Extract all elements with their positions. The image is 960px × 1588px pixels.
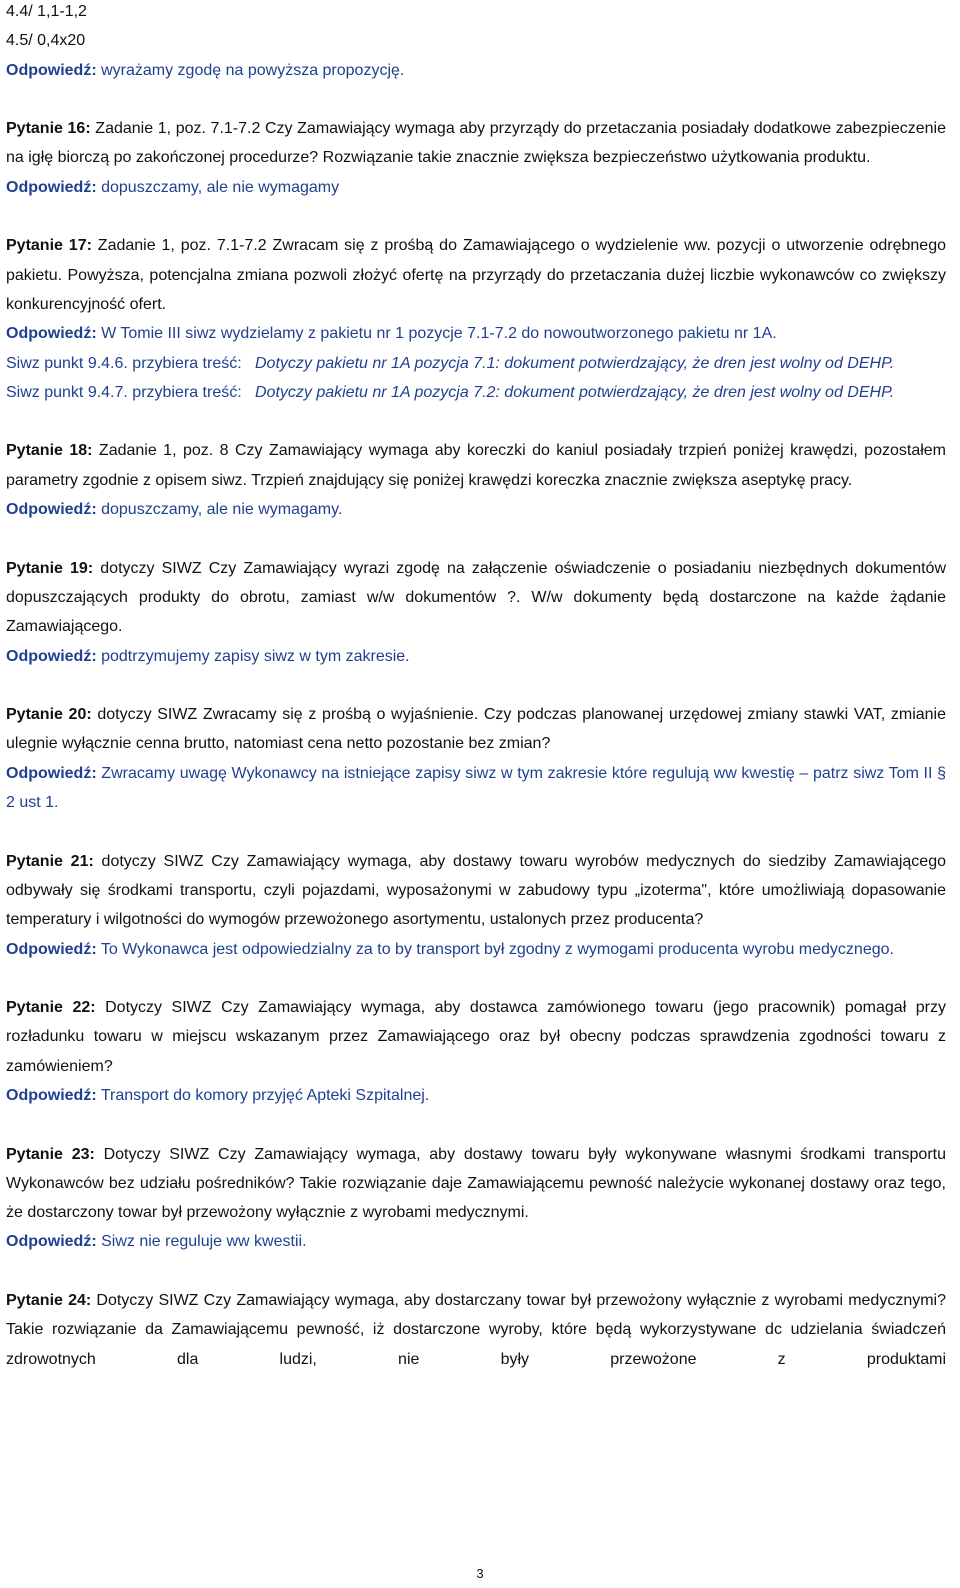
intro-block [6, 0, 946, 85]
question-text: dotyczy SIWZ Zwracamy się z prośbą o wyjaśnienie. Czy podczas planowanej urzędowej zmiany stawki VAT, zmianie ulegnie wyłącznie cenna brutto, natomiast cena netto pozostanie bez zmian? [6, 706, 947, 753]
question-text: Dotyczy SIWZ Czy Zamawiający wymaga, aby dostawca zamówionego towaru (jego pracownik) pomagał przy rozładunku towaru w miejscu wskazanym przez Zamawiającego oraz był obecny podczas sprawdzenia zgodności towaru z zamówieniem? [6, 999, 947, 1075]
question-text: Dotyczy SIWZ Czy Zamawiający wymaga, aby dostawy towaru były wykonywane własnymi środkami transportu Wykonawców bez udziału pośredników? Takie rozwiązanie daje Zamawiającemu pewność należycie wykonanej dostawy oraz tego, że dostarczony towar był przewożony wyłącznie z wyrobami medycznymi. [6, 1145, 946, 1222]
page-number: 3 [476, 1566, 484, 1581]
question-paragraph [6, 114, 946, 173]
question-19 [6, 554, 946, 671]
question-label: Pytanie 22: [6, 999, 96, 1017]
question-paragraph [6, 554, 946, 642]
siwz-italic-text: Dotyczy pakietu nr 1A pozycja 7.1: dokument potwierdzający, że dren jest wolny od DEHP. [255, 354, 895, 372]
list-item: 4.4/ 1,1-1,2 [6, 3, 87, 20]
answer-text: Transport do komory przyjęć Apteki Szpitalnej. [96, 1086, 430, 1104]
answer-text: Zwracamy uwagę Wykonawcy na istniejące zapisy siwz w tym zakresie które regulują ww kwestię – patrz siwz Tom II § 2 ust 1. [6, 764, 946, 812]
question-paragraph [6, 1286, 946, 1374]
question-18 [6, 436, 946, 524]
question-17 [6, 231, 946, 407]
answer-paragraph [6, 495, 946, 524]
answer-paragraph [6, 56, 946, 85]
question-text: Dotyczy SIWZ Czy Zamawiający wymaga, aby dostarczany towar był przewożony wyłącznie z wyrobami medycznymi? Takie rozwiązanie da Zamawiającemu pewność, iż dostarczone wyroby, które będą wykorzystywane dc udzielania świadczeń zdrowotnych dla ludzi, nie były przewożone z produktami [6, 1292, 947, 1368]
siwz-prefix: Siwz punkt 9.4.7. przybiera treść: [6, 383, 242, 401]
question-label: Pytanie 17: [6, 237, 92, 255]
question-label: Pytanie 21: [6, 852, 94, 870]
answer-paragraph [6, 759, 946, 818]
question-label: Pytanie 16: [6, 120, 91, 138]
answer-paragraph [6, 1081, 946, 1110]
answer-label: Odpowiedź: [6, 178, 97, 196]
question-21 [6, 847, 946, 964]
siwz-prefix: Siwz punkt 9.4.6. przybiera treść: [6, 354, 242, 372]
answer-text: podtrzymujemy zapisy siwz w tym zakresie. [96, 647, 410, 665]
answer-paragraph [6, 1227, 946, 1256]
question-paragraph [6, 1140, 946, 1228]
question-paragraph [6, 436, 946, 495]
question-label: Pytanie 20: [6, 706, 92, 724]
question-text: Zadanie 1, poz. 7.1-7.2 Czy Zamawiający wymaga aby przyrządy do przetaczania posiadały dodatkowe zabezpieczenie na igłę biorczą po zakończonej procedurze? Rozwiązanie takie znacznie zwiększa bezpieczeństwo użytkowania produktu. [6, 120, 947, 167]
answer-text: W Tomie III siwz wydzielamy z pakietu nr 1 pozycje 7.1-7.2 do nowoutworzonego pakietu nr 1A. [96, 325, 777, 343]
answer-paragraph [6, 642, 946, 671]
answer-label: Odpowiedź: [6, 1233, 97, 1251]
answer-label: Odpowiedź: [6, 647, 97, 665]
question-text: dotyczy SIWZ Czy Zamawiający wymaga, aby dostawy towaru wyrobów medycznych do siedziby Zamawiającego odbywały się środkami transportu, czyli pojazdami, wyposażonymi w zabudowy typu „izoterma", które umożliwiają dopasowanie temperatury i wilgotności do wymogów przewożonego asortymentu, ustalonych przez producenta? [6, 852, 947, 929]
question-16 [6, 114, 946, 202]
answer-label: Odpowiedź: [6, 1086, 97, 1104]
question-paragraph [6, 847, 946, 935]
question-text: dotyczy SIWZ Czy Zamawiający wyrazi zgodę na załączenie oświadczenie o posiadaniu niezbędnych dokumentów dopuszczających produkty do obrotu, zamiast w/w dokumentów ?. W/w dokumenty będą dostarczone na każde żądanie Zamawiającego. [6, 559, 946, 636]
answer-paragraph [6, 319, 946, 348]
answer-label: Odpowiedź: [6, 764, 97, 782]
answer-text: wyrażamy zgodę na powyższa propozycję. [96, 61, 405, 79]
siwz-amendment [6, 349, 946, 378]
answer-label: Odpowiedź: [6, 325, 97, 343]
question-22 [6, 993, 946, 1110]
document-page [6, 0, 946, 1374]
question-20 [6, 700, 946, 817]
answer-label: Odpowiedź: [6, 940, 97, 958]
question-23 [6, 1140, 946, 1257]
answer-label: Odpowiedź: [6, 501, 97, 519]
siwz-italic-text: Dotyczy pakietu nr 1A pozycja 7.2: dokument potwierdzający, że dren jest wolny od DEHP. [255, 383, 895, 401]
answer-text: dopuszczamy, ale nie wymagamy. [96, 501, 343, 519]
answer-text: To Wykonawca jest odpowiedzialny za to by transport był zgodny z wymogami producenta wyrobu medycznego. [96, 940, 894, 958]
question-label: Pytanie 24: [6, 1292, 92, 1310]
answer-label: Odpowiedź: [6, 61, 97, 79]
siwz-amendment [6, 378, 946, 407]
question-label: Pytanie 19: [6, 559, 94, 577]
question-24 [6, 1286, 946, 1374]
question-paragraph [6, 700, 946, 759]
answer-text: dopuszczamy, ale nie wymagamy [96, 178, 340, 196]
question-text: Zadanie 1, poz. 7.1-7.2 Zwracam się z prośbą do Zamawiającego o wydzielenie ww. pozycji o utworzenie odrębnego pakietu. Powyższa, potencjalna zmiana pozwoli złożyć ofertę na przyrządy do przetaczania dużej liczbie wykonawców co zwiększy konkurencyjność ofert. [6, 237, 946, 313]
question-paragraph [6, 993, 946, 1081]
question-text: Zadanie 1, poz. 8 Czy Zamawiający wymaga aby koreczki do kaniul posiadały trzpień poniżej krawędzi, pozostałem parametry zgodnie z opisem siwz. Trzpień znajdujący się poniżej krawędzi koreczka znacznie zwiększa aseptykę pracy. [6, 442, 947, 489]
question-paragraph [6, 231, 946, 319]
answer-text: Siwz nie reguluje ww kwestii. [96, 1233, 307, 1251]
question-label: Pytanie 18: [6, 442, 93, 460]
list-item: 4.5/ 0,4x20 [6, 32, 86, 50]
answer-paragraph [6, 173, 946, 202]
answer-paragraph [6, 935, 946, 964]
question-label: Pytanie 23: [6, 1145, 95, 1163]
